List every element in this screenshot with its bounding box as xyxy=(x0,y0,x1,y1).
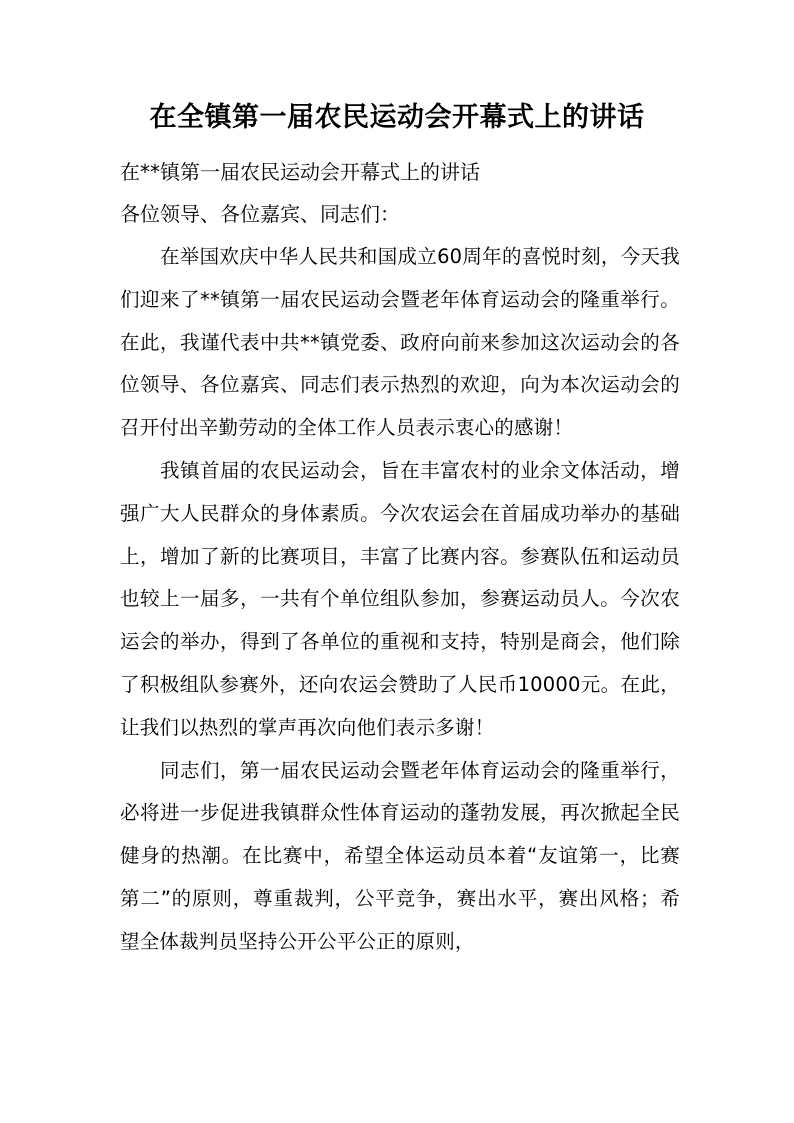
paragraph-2: 我镇首届的农民运动会，旨在丰富农村的业余文体活动，增强广大人民群众的身体素质。今次农运会在首届成功举办的基础上，增加了新的比赛项目，丰富了比赛内容。参赛队伍和运动员也较上一届多，一共有个单位组队参加，参赛运动员人。今次农运会的举办，得到了各单位的重视和支持，特别是商会，他们除了积极组队参赛外，还向农运会赞助了人民币10000元。在此，让我们以热烈的掌声再次向他们表示多谢！ xyxy=(120,458,680,739)
speech-body xyxy=(120,236,680,964)
document-subtitle: 在**镇第一届农民运动会开幕式上的讲话 xyxy=(120,160,480,184)
paragraph-1: 在举国欢庆中华人民共和国成立60周年的喜悦时刻，今天我们迎来了**镇第一届农民运动会暨老年体育运动会的隆重举行。在此，我谨代表中共**镇党委、政府向前来参加这次运动会的各位领导、各位嘉宾、同志们表示热烈的欢迎，向为本次运动会的召开付出辛勤劳动的全体工作人员表示衷心的感谢！ xyxy=(120,245,680,440)
document-title: 在全镇第一届农民运动会开幕式上的讲话 xyxy=(149,102,645,133)
paragraph-3: 同志们，第一届农民运动会暨老年体育运动会的隆重举行，必将进一步促进我镇群众性体育运动的蓬勃发展，再次掀起全民健身的热潮。在比赛中，希望全体运动员本着“友谊第一，比赛第二”的原则，尊重裁判，公平竞争，赛出水平，赛出风格；希望全体裁判员坚持公开公平公正的原则， xyxy=(120,758,680,953)
salutation: 各位领导、各位嘉宾、同志们： xyxy=(120,202,400,226)
